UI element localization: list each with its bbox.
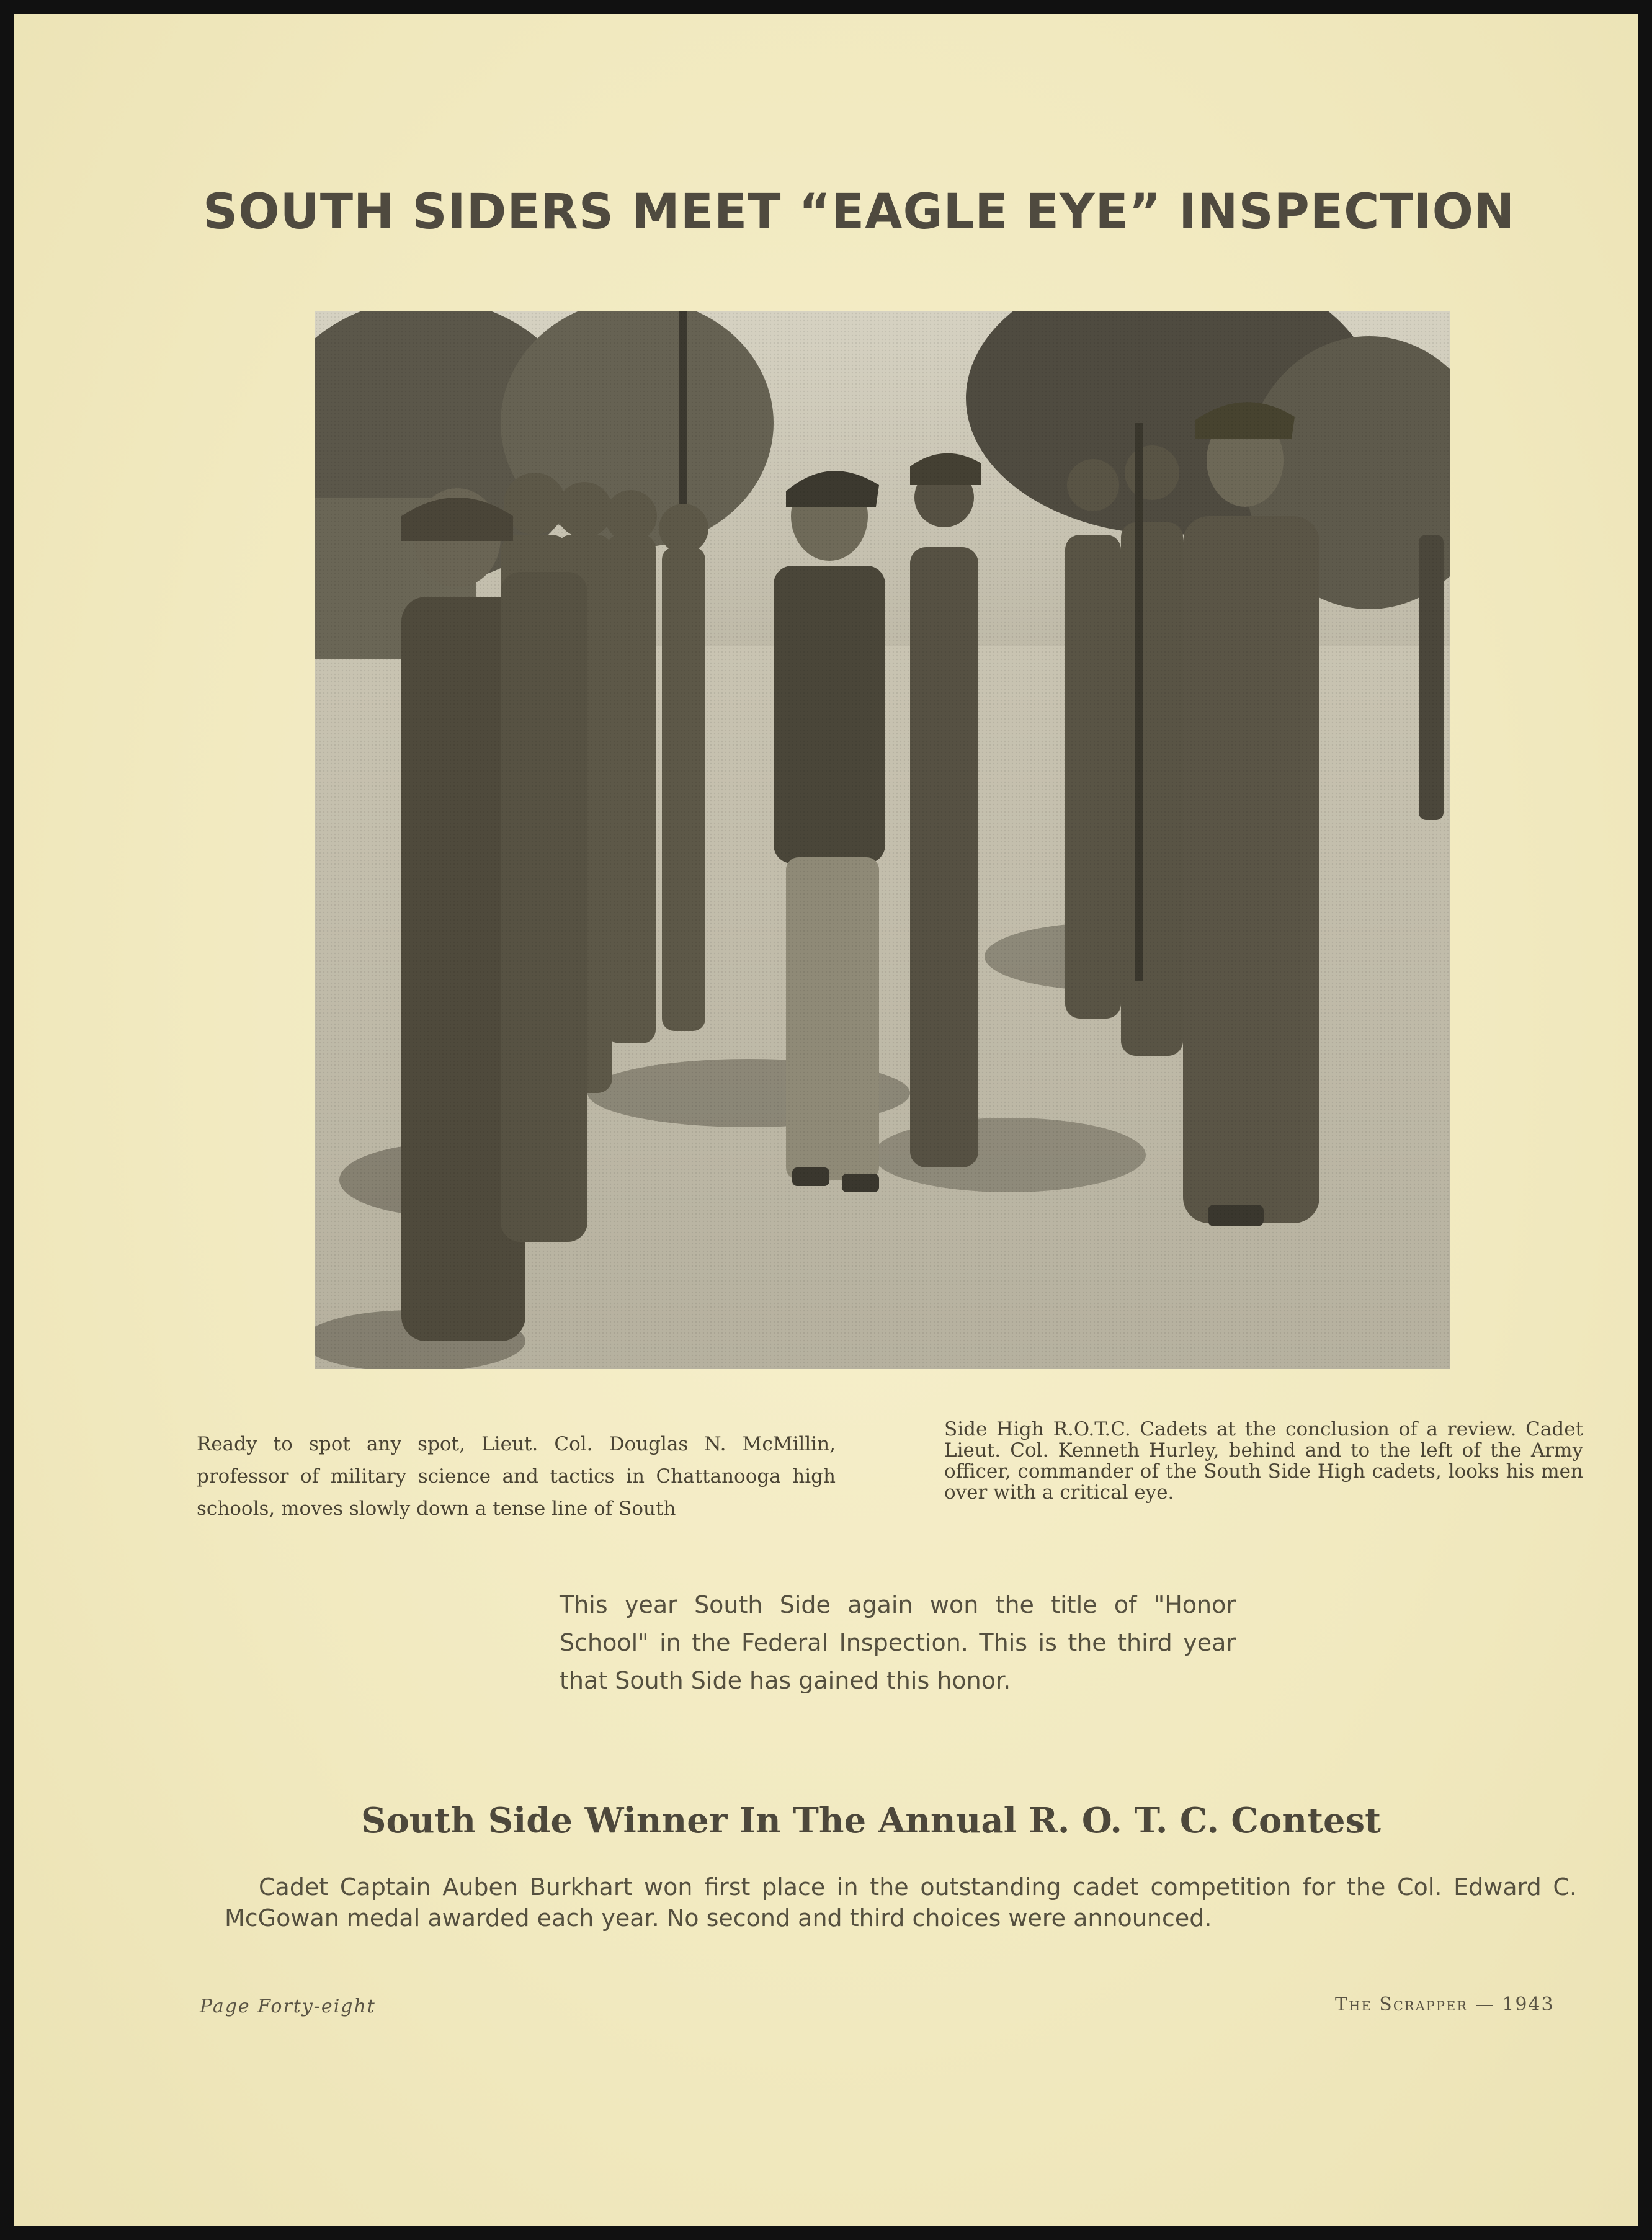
honor-school-text: This year South Side again won the title of "Honor School" in the Federal Inspection. This is the third year that South Side has gained this honor. — [560, 1591, 1236, 1694]
photo-caption-right: Side High R.O.T.C. Cadets at the conclusion of a review. Cadet Lieut. Col. Kenneth Hurley, behind and to the left of the Army officer, commander of the South Side High cadets, looks his men over with a critical eye. — [944, 1418, 1583, 1504]
contest-text: Cadet Captain Auben Burkhart won first place in the outstanding cadet competition for the Col. Edward C. McGowan medal awarded each year. No second and third choices were announced. — [225, 1873, 1577, 1932]
photo-caption-left: Ready to spot any spot, Lieut. Col. Douglas N. McMillin, professor of military science and tactics in Chattanooga high schools, moves slowly down a tense line of South — [197, 1433, 836, 1520]
contest-heading: South Side Winner In The Annual R. O. T. C. Contest — [361, 1800, 1381, 1841]
publication-footer: The Scrapper — 1943 — [1335, 1994, 1555, 2015]
page-headline: SOUTH SIDERS MEET “EAGLE EYE” INSPECTION — [203, 184, 1516, 240]
inspection-photo — [315, 311, 1450, 1369]
photo-cadets-inspection-icon — [315, 311, 1450, 1369]
yearbook-page — [14, 14, 1638, 2226]
page-number: Page Forty-eight — [200, 1996, 376, 2017]
